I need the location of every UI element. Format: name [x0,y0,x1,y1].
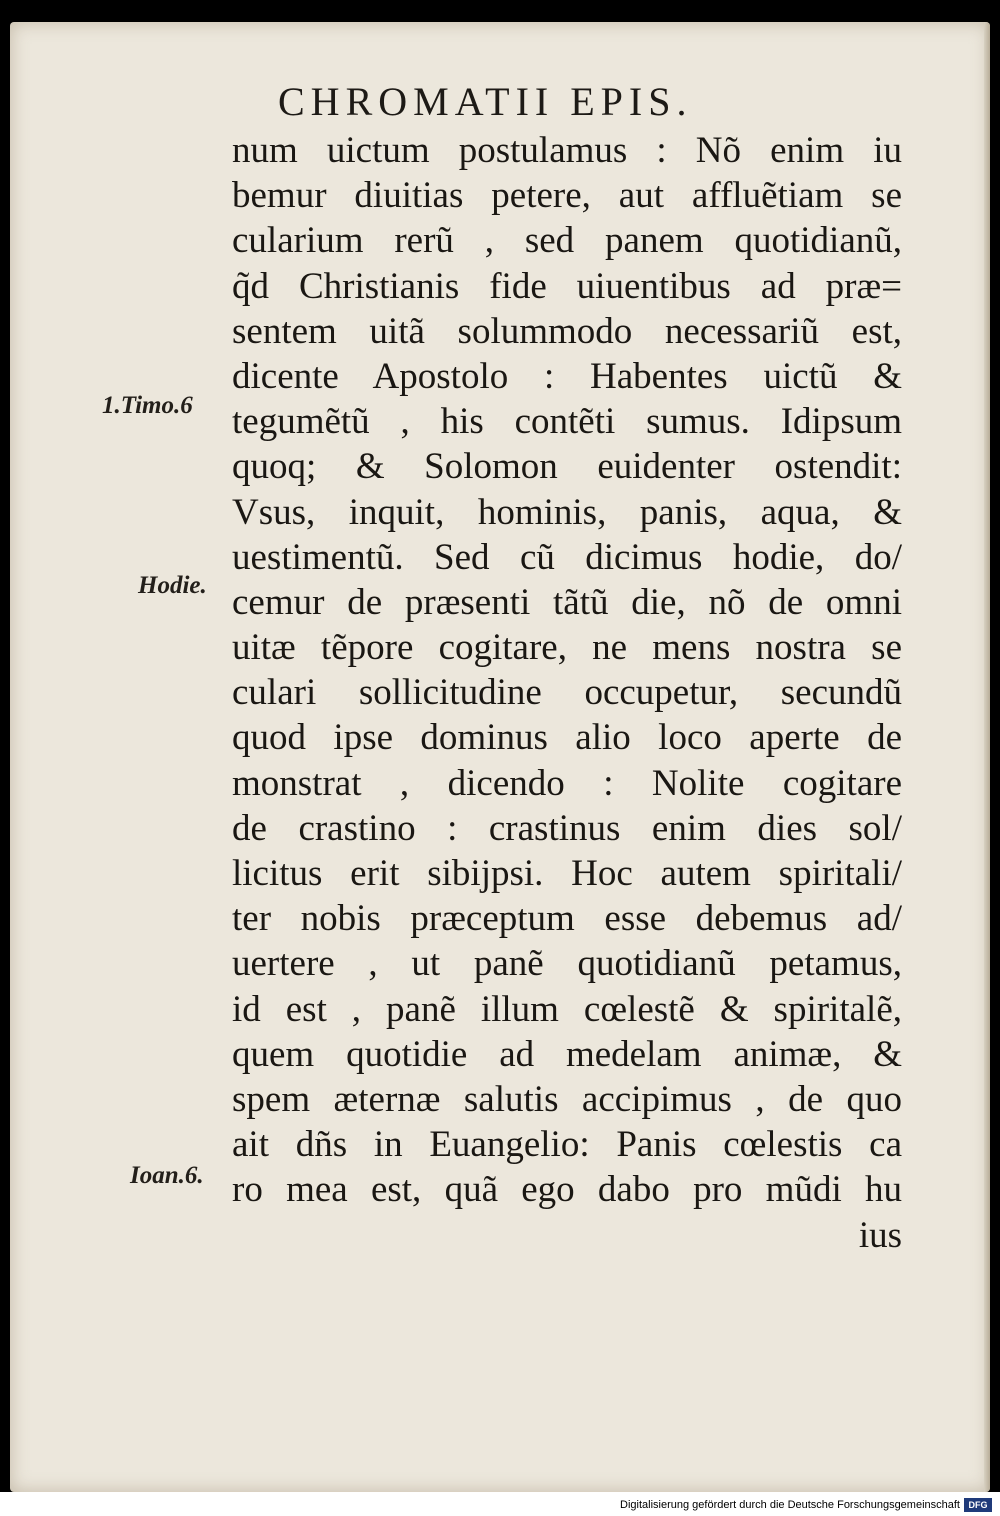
text-line: q̃d Christianis fide uiuentibus ad præ= [232,265,902,307]
body-text [232,128,902,1258]
text-line: de crastino : crastinus enim dies sol/ [232,807,902,849]
text-line: bemur diuitias petere, aut affluẽtiam se [232,175,902,217]
text-line: culari sollicitudine occupetur, secundũ [232,672,902,714]
text-line: uitæ tẽpore cogitare, ne mens nostra se [232,627,902,669]
text-line: Vsus, inquit, hominis, panis, aqua, & [232,491,902,533]
text-line: uestimentũ. Sed cũ dicimus hodie, do/ [232,536,902,578]
text-line: cemur de præsenti tãtũ die, nõ de omni [232,581,902,623]
text-line: cularium rerũ , sed panem quotidianũ, [232,220,902,262]
running-head: CHROMATII EPIS. [278,79,693,124]
text-line: licitus erit sibijpsi. Hoc autem spiritali/ [232,853,902,894]
text-line: quem quotidie ad medelam animæ, & [232,1033,902,1075]
text-line: num uictum postulamus : Nõ enim iu [232,130,902,171]
footer-bar [0,1492,1000,1516]
text-line: quoq; & Solomon euidenter ostendit: [232,446,902,488]
text-line: uertere , ut panẽ quotidianũ petamus, [232,943,902,985]
dfg-logo: DFG [964,1498,992,1512]
catchword: ius [858,1214,902,1256]
footer-credit: Digitalisierung gefördert durch die Deutsche Forschungsgemeinschaft [620,1499,960,1511]
text-line: quod ipse dominus alio loco aperte de [232,717,902,759]
text-line: id est , panẽ illum cœlestẽ & spiritalẽ, [232,988,902,1030]
text-line: spem æternæ salutis accipimus , de quo [232,1078,902,1120]
margin-note-timothy: 1.Timo.6 [102,392,193,419]
text-line: dicente Apostolo : Habentes uictũ & [232,355,902,397]
text-line: ait dñs in Euangelio: Panis cœlestis ca [232,1124,902,1166]
page-edge [984,22,990,1492]
text-line: tegumẽtũ , his contẽti sumus. Idipsum [232,401,902,443]
margin-note-ioannes: Ioan.6. [130,1162,204,1189]
text-line: ter nobis præceptum esse debemus ad/ [232,898,902,940]
margin-note-hodie: Hodie. [138,572,207,599]
text-line: sentem uitã solummodo necessariũ est, [232,310,902,352]
text-line: monstrat , dicendo : Nolite cogitare [232,762,902,804]
text-line: ro mea est, quã ego dabo pro mũdi hu [232,1169,902,1211]
